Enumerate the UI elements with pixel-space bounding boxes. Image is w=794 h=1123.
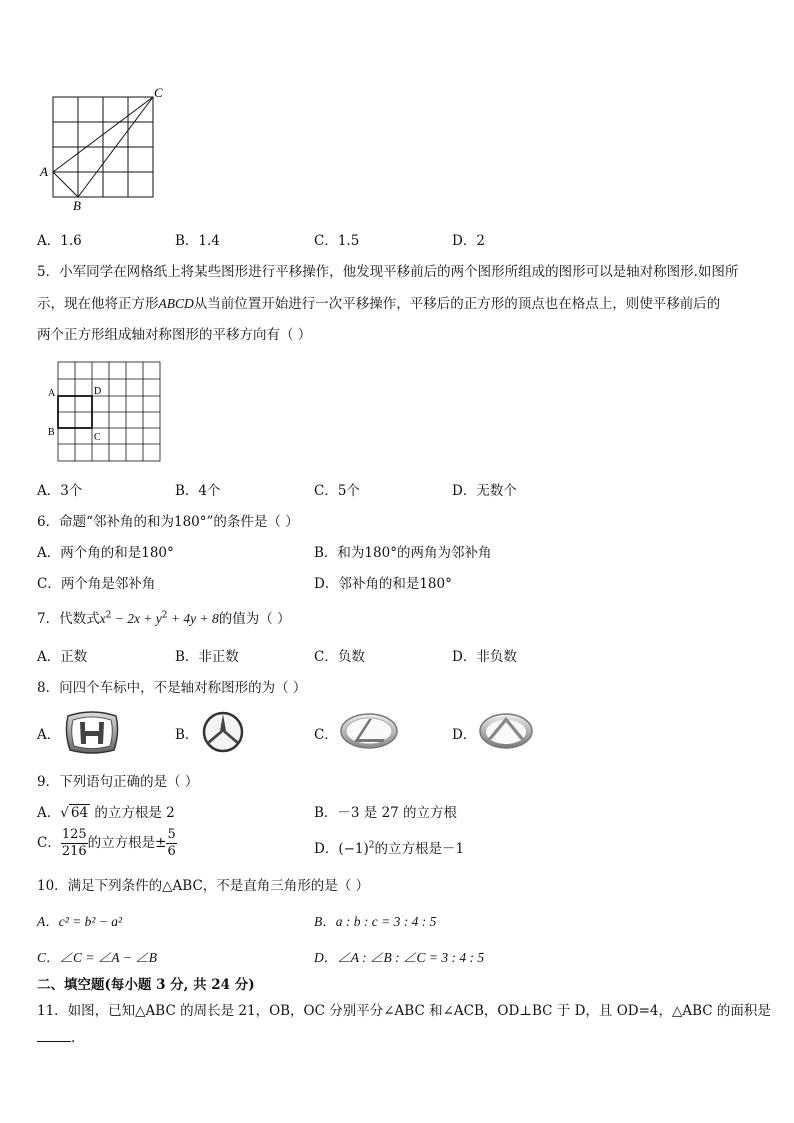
q4-label-a: A — [40, 164, 48, 179]
q11-line2: . — [37, 1030, 75, 1046]
q7-option-c: C．负数 — [314, 649, 365, 665]
infiniti-logo-icon — [478, 711, 534, 751]
q6-stem: 6．命题“邻补角的和为180°”的条件是（ ） — [37, 514, 299, 530]
q4-option-c: C．1.5 — [314, 233, 360, 249]
q5-label-b: B — [48, 427, 55, 438]
q4-option-b: B．1.4 — [175, 233, 220, 249]
q4-label-c: C — [154, 85, 163, 100]
honda-logo-icon — [64, 710, 120, 754]
q8-stem: 8．问四个车标中，不是轴对称图形的为（ ） — [37, 680, 307, 696]
mercedes-logo-icon — [201, 710, 245, 754]
q7-option-b: B．非正数 — [175, 649, 239, 665]
q5-option-b: B．4个 — [175, 483, 221, 499]
q6-option-d: D．邻补角的和是180° — [314, 576, 452, 592]
q5-option-a: A．3个 — [37, 483, 83, 499]
q4-label-b: B — [73, 198, 81, 212]
q5-label-d: D — [94, 386, 102, 397]
q10-option-d: D．∠A : ∠B : ∠C = 3 : 4 : 5 — [314, 950, 485, 965]
q5-grid-figure — [44, 360, 164, 465]
q5-option-d: D．无数个 — [452, 483, 517, 499]
q9-option-c: C． $\frac{125}{216}$ 的立方根是± $\frac{5}{6}$ — [37, 827, 176, 859]
q7-option-d: D．非负数 — [452, 649, 517, 665]
q5-line3: 两个正方形组成轴对称图形的平移方向有（ ） — [37, 327, 312, 343]
q4-grid-figure — [36, 84, 176, 212]
q6-option-b: B．和为180°的两角为邻补角 — [314, 545, 492, 561]
q10-option-c: C．∠C = ∠A − ∠B — [37, 950, 157, 965]
q11-line1: 11．如图，已知△ABC 的周长是 21，OB，OC 分别平分∠ABC 和∠ACB，OD⊥BC 于 D，且 OD=4，△ABC 的面积是 — [37, 1003, 771, 1019]
section-heading: 二、填空题(每小题 3 分, 共 24 分) — [37, 977, 255, 993]
q6-option-a: A．两个角的和是180° — [37, 545, 174, 561]
q8-option-b: B． — [175, 727, 199, 743]
q4-option-d: D．2 — [452, 233, 485, 249]
q11-answer-blank — [37, 1041, 71, 1042]
q9-option-a: A．√ 64 的立方根是 2 — [37, 805, 175, 821]
q10-stem: 10．满足下列条件的△ABC，不是直角三角形的是（ ） — [37, 878, 370, 894]
q9-option-d: D．$(-1)^2$的立方根是－1 — [314, 840, 465, 857]
q9-stem: 9．下列语句正确的是（ ） — [37, 774, 199, 790]
q5-line1: 5．小军同学在网格纸上将某些图形进行平移操作，他发现平移前后的两个图形所组成的图形可以是轴对称图形.如图所 — [37, 264, 739, 280]
q5-line2: 示，现在他将正方形ABCD从当前位置开始进行一次平移操作，平移后的正方形的顶点也在格点上，则使平移前后的 — [37, 296, 721, 312]
q4-option-a: A．1.6 — [37, 233, 82, 249]
q8-option-d: D． — [452, 727, 477, 743]
q8-option-c: C． — [314, 727, 338, 743]
q7-option-a: A．正数 — [37, 649, 88, 665]
q8-option-a: A． — [37, 727, 61, 743]
lexus-logo-icon — [339, 711, 399, 751]
q10-option-b: B．a : b : c = 3 : 4 : 5 — [314, 914, 437, 929]
q7-stem: 7．代数式$x^2 - 2x + y^2 + 4y + 8$的值为（ ） — [37, 610, 291, 627]
q9-option-b: B．－3 是 27 的立方根 — [314, 805, 458, 821]
q5-label-c: C — [94, 432, 101, 443]
q5-label-a: A — [48, 388, 56, 399]
q10-option-a: A．c² = b² − a² — [37, 914, 123, 929]
q5-option-c: C．5个 — [314, 483, 360, 499]
q6-option-c: C．两个角是邻补角 — [37, 576, 156, 592]
